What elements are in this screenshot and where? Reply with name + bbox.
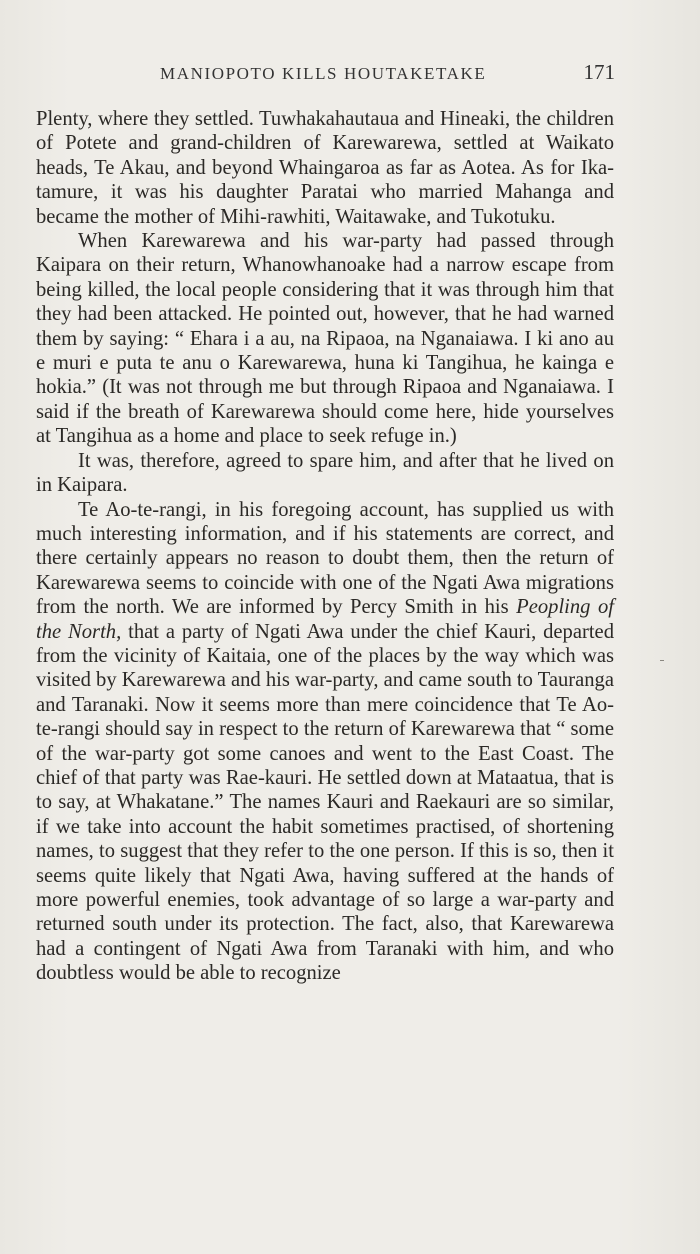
paragraph-text: that a party of Ngati Awa under the chief Kauri, departed from the vicinity of Kaitaia, one of the places by the way which was visited by Karewarewa and his war-party, and came south to Tauranga and Taranaki. Now it seems more than mere coincidence that Te Ao-te-rangi should say in respect to the return of Karewarewa that “ some of the war-party got some canoes and went to the East Coast. The chief of that party was Rae-kauri. He settled down at Mataatua, that is to say, at Whakatane.” The names Kauri and Raekauri are so similar, if we take into account the habit sometimes practised, of shortening names, to suggest that they refer to the one person. If this is so, then it seems quite likely that Ngati Awa, having suffered at the hands of more powerful enemies, took advantage of so large a war-party and returned south under its protection. The fact, also, that Karewarewa had a contingent of Ngati Awa from Taranaki with him, and who doubtless would be able to recognize <box>36 620 614 985</box>
running-head: MANIOPOTO KILLS HOUTAKETAKE <box>160 64 487 83</box>
book-title-italic: Peopling of the North, <box>36 596 614 643</box>
body-text <box>36 107 614 986</box>
paragraph <box>36 498 614 986</box>
margin-mark <box>660 660 664 661</box>
paragraph: Plenty, where they settled. Tuwhakahautaua and Hineaki, the children of Potete and grand-children of Karewarewa, settled at Waikato heads, Te Akau, and beyond Whaingaroa as far as Aotea. As for Ika-tamure, it was his daughter Paratai who married Mahanga and became the mother of Mihi-rawhiti, Waitawake, and Tukotuku. <box>36 108 614 228</box>
page-header <box>160 60 615 85</box>
page-number: 171 <box>583 60 615 84</box>
paragraph-text: Te Ao-te-rangi, in his foregoing account, has supplied us with much interesting information, and if his statements are correct, and there certainly appears no reason to doubt them, then the return of Karewarewa seems to coincide with one of the Ngati Awa migrations from the north. We are informed by Percy Smith in his <box>36 498 614 619</box>
paragraph: When Karewarewa and his war-party had passed through Kaipara on their return, Whanowhanoake had a narrow escape from being killed, the local people considering that it was through him that they had been attacked. He pointed out, however, that he had warned them by saying: “ Ehara i a au, na Ripaoa, na Nganaiawa. I ki ano au e muri e puta te anu o Karewarewa, huna ki Tangihua, he kainga e hokia.” (It was not through me but through Ripaoa and Nganaiawa. I said if the breath of Karewarewa should come here, hide yourselves at Tangihua as a home and place to seek refuge in.) <box>36 230 614 448</box>
paragraph: It was, therefore, agreed to spare him, and after that he lived on in Kaipara. <box>36 449 614 497</box>
